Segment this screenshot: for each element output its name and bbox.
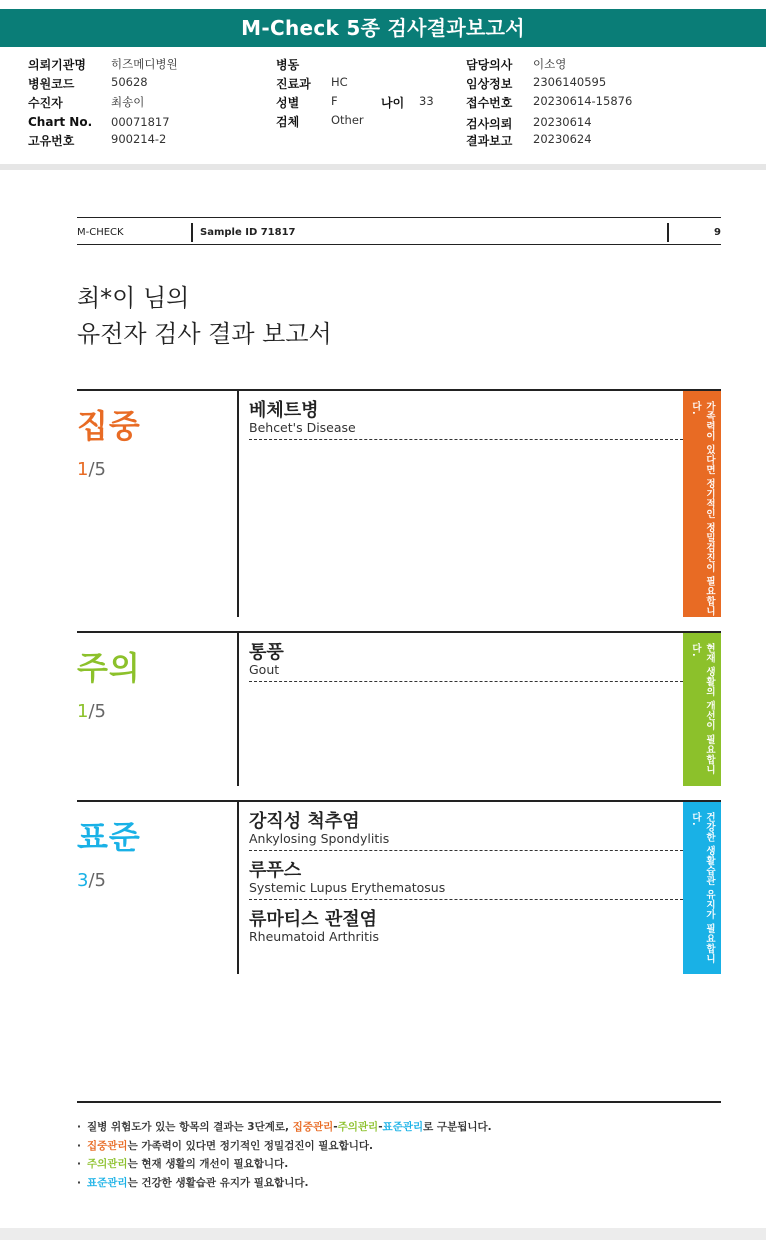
report-heading — [77, 280, 332, 352]
sex-label: 성별 — [276, 96, 300, 110]
clinical-value: 2306140595 — [533, 75, 607, 89]
dept-label: 진료과 — [276, 77, 311, 91]
disease-name-kr: 류마티스 관절염 — [249, 909, 377, 930]
category-label: 집중 — [77, 407, 141, 445]
chart-label: Chart No. — [28, 115, 93, 129]
page-header — [77, 217, 721, 245]
specimen-value: Other — [331, 113, 364, 127]
caution-side-note: 현재 생활의 개선이 필요합니다. — [683, 633, 721, 786]
disease-name-en: Systemic Lupus Erythematosus — [249, 880, 446, 895]
note-item: · 질병 위험도가 있는 항목의 결과는 3단계로, 집중관리-주의관리-표준관리로 구분됩니다. — [77, 1121, 492, 1133]
header-divider — [0, 164, 766, 170]
sample-id: Sample ID 71817 — [200, 227, 296, 238]
section-divider — [237, 391, 239, 617]
report-heading-line1: 최*이 님의 — [77, 284, 190, 312]
standard-side-note: 건강한 생활습관 유지가 필요합니다. — [683, 802, 721, 974]
hospital-value: 히즈메디병원 — [111, 57, 178, 71]
report-title-bar: M-Check 5종 검사결과보고서 — [0, 9, 766, 47]
section-standard — [77, 800, 721, 974]
doctor-label: 담당의사 — [466, 58, 513, 72]
request-label: 검사의뢰 — [466, 117, 513, 131]
disease-item — [249, 900, 683, 949]
sex-value: F — [331, 94, 338, 108]
receipt-value: 20230614-15876 — [533, 94, 633, 108]
report-value: 20230624 — [533, 132, 592, 146]
age-value: 33 — [419, 94, 434, 108]
disease-name-kr: 베체트병 — [249, 400, 319, 421]
count-number: 1 — [77, 459, 89, 480]
request-value: 20230614 — [533, 115, 592, 129]
notes-list — [77, 1118, 492, 1192]
patient-info-block — [0, 56, 766, 164]
doctor-value: 이소영 — [533, 57, 567, 71]
category-count — [77, 459, 106, 480]
disease-name-kr: 통풍 — [249, 642, 284, 663]
specimen-label: 검체 — [276, 115, 300, 129]
header-divider-1 — [191, 223, 193, 242]
footer-band — [0, 1228, 766, 1240]
disease-name-en: Gout — [249, 662, 280, 677]
patient-label: 수진자 — [28, 96, 63, 110]
disease-item — [249, 851, 683, 900]
note-item: · 집중관리는 가족력이 있다면 정기적인 정밀검진이 필요합니다. — [77, 1139, 373, 1152]
count-number: 3 — [77, 870, 89, 891]
note-item: · 표준관리는 건강한 생활습관 유지가 필요합니다. — [77, 1176, 309, 1189]
chart-value: 00071817 — [111, 115, 170, 129]
disease-name-kr: 강직성 척추염 — [249, 811, 360, 832]
clinical-label: 임상정보 — [466, 77, 513, 91]
disease-item — [249, 802, 683, 851]
count-total: /5 — [88, 870, 106, 891]
category-count — [77, 870, 106, 891]
section-divider — [237, 633, 239, 786]
category-label: 표준 — [77, 818, 141, 856]
receipt-label: 접수번호 — [466, 96, 513, 110]
disease-name-kr: 루푸스 — [249, 860, 302, 881]
notes-divider — [77, 1101, 721, 1103]
code-value: 50628 — [111, 75, 148, 89]
brand-label: M-CHECK — [77, 227, 124, 238]
unique-value: 900214-2 — [111, 132, 167, 146]
patient-value: 최송이 — [111, 95, 145, 109]
unique-label: 고유번호 — [28, 134, 75, 148]
ward-label: 병동 — [276, 58, 300, 72]
category-count — [77, 701, 106, 722]
section-divider — [237, 802, 239, 974]
focus-side-note: 가족력이 있다면 정기적인 정밀검진이 필요합니다. — [683, 391, 721, 617]
header-divider-2 — [667, 223, 669, 242]
code-label: 병원코드 — [28, 77, 75, 91]
report-label: 결과보고 — [466, 134, 513, 148]
report-heading-line2: 유전자 검사 결과 보고서 — [77, 320, 332, 348]
section-focus — [77, 389, 721, 617]
dept-value: HC — [331, 75, 348, 89]
disease-item — [249, 391, 683, 440]
disease-name-en: Behcet's Disease — [249, 420, 356, 435]
disease-name-en: Ankylosing Spondylitis — [249, 831, 390, 846]
section-caution — [77, 631, 721, 786]
page-number: 9 — [714, 227, 721, 238]
disease-item — [249, 633, 683, 682]
count-number: 1 — [77, 701, 89, 722]
note-item: · 주의관리는 현재 생활의 개선이 필요합니다. — [77, 1158, 289, 1170]
hospital-label: 의뢰기관명 — [28, 58, 86, 72]
category-label: 주의 — [77, 649, 141, 687]
count-total: /5 — [88, 459, 106, 480]
count-total: /5 — [88, 701, 106, 722]
disease-name-en: Rheumatoid Arthritis — [249, 929, 379, 944]
age-label: 나이 — [381, 96, 405, 110]
